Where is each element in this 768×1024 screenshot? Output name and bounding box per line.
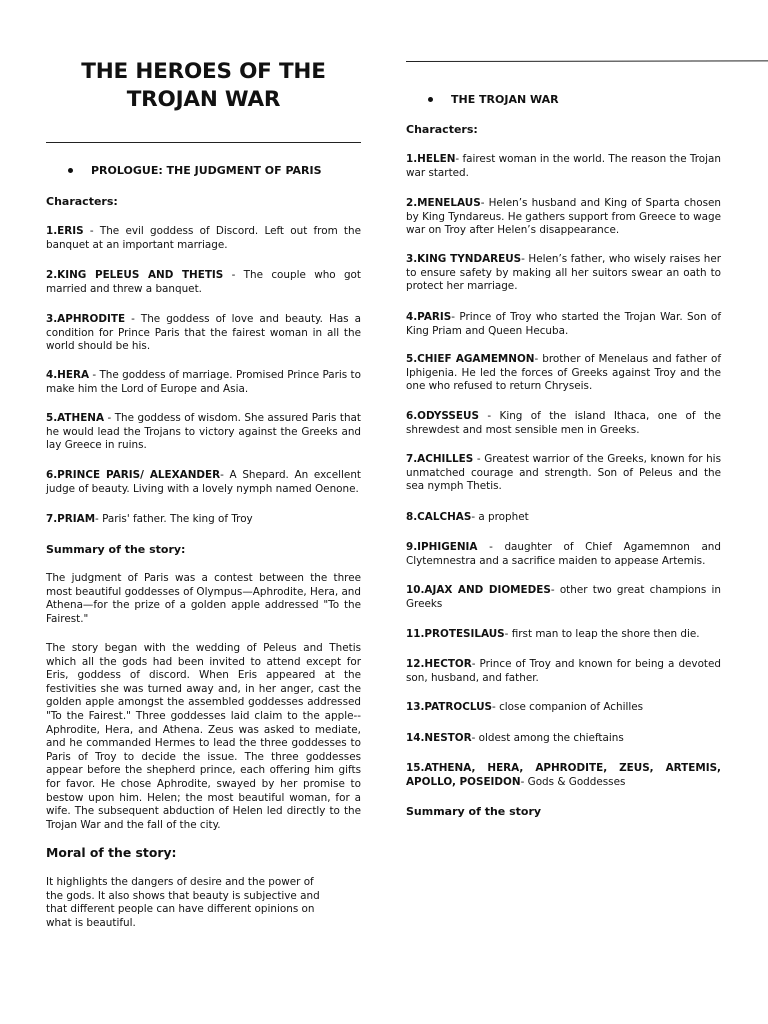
left-column (46, 0, 361, 929)
character-entry (46, 469, 361, 496)
character-name: 7.PRIAM (46, 513, 96, 525)
summary-heading: Summary of the story: (46, 543, 186, 556)
character-description: - a prophet (471, 511, 529, 523)
character-name: 6.ODYSSEUS (406, 410, 479, 422)
character-entry (406, 410, 721, 437)
character-description: - King of the island Ithaca, one of the shrewdest and most sensible men in Greeks. (406, 410, 721, 436)
character-description: - daughter of Chief Agamemnon and Clytemnestra and a sacrifice maiden to appease Artemis. (406, 541, 721, 567)
character-entry (406, 197, 721, 238)
character-description: - The couple who got married and threw a banquet. (46, 269, 361, 295)
summary-paragraph-2: The story began with the wedding of Peleus and Thetis which all the gods had been invited to attend except for Eris, goddess of discord. When Eris appeared at the festivities she was turned away and, in her anger, cast the golden apple amongst the assembled goddesses addressed "To the Fairest." Three goddesses laid claim to the apple--Aphrodite, Hera, and Athena. Zeus was asked to mediate, and he commanded Hermes to lead the three goddesses to Paris of Troy to decide the issue. The three goddesses appear before the shepherd prince, each offering him gifts for favor. He chose Aphrodite, swayed by her promise to bestow upon him. Helen; the most beautiful woman, for a wife. The subsequent abduction of Helen led directly to the Trojan War and the fall of the city. (46, 642, 361, 831)
character-name: 15.ATHENA, HERA, APHRODITE, ZEUS, ARTEMIS, APOLLO, POSEIDON (406, 762, 721, 788)
character-description: - Greatest warrior of the Greeks, known for his unmatched courage and strength. Son of Peleus and the sea nymph Thetis. (406, 453, 721, 493)
characters-heading: Characters: (406, 123, 478, 136)
character-description: - first man to leap the shore then die. (504, 628, 700, 640)
character-entry (406, 453, 721, 494)
prologue-section-heading (68, 164, 358, 177)
bullet-icon (68, 168, 73, 173)
character-name: 8.CALCHAS (406, 511, 472, 523)
character-description: - oldest among the chieftains (471, 732, 624, 744)
summary-heading: Summary of the story (406, 805, 542, 818)
top-divider (406, 60, 768, 62)
character-name: 12.HECTOR (406, 658, 472, 670)
character-name: 9.IPHIGENIA (406, 541, 478, 553)
character-name: 3.KING TYNDAREUS (406, 253, 522, 265)
character-description: - Prince of Troy and known for being a devoted son, husband, and father. (406, 658, 721, 684)
moral-paragraph: It highlights the dangers of desire and the power of the gods. It also shows that beauty is subjective and that different people can have different opinions on what is beautiful. (46, 876, 320, 929)
character-name: 4.PARIS (406, 311, 452, 323)
character-description: - Helen’s husband and King of Sparta chosen by King Tyndareus. He gathers support from Greece to wage war on Troy after Helen’s disappearance. (406, 197, 721, 237)
character-description: - The evil goddess of Discord. Left out from the banquet at an important marriage. (46, 225, 361, 251)
character-entry (406, 658, 721, 685)
character-name: 5.CHIEF AGAMEMNON (406, 353, 535, 365)
section-label: THE TROJAN WAR (451, 93, 559, 106)
character-entry (406, 353, 721, 394)
character-description: - other two great champions in Greeks (406, 584, 721, 610)
character-entry (406, 732, 721, 746)
character-description: - close companion of Achilles (492, 701, 644, 713)
character-description: - The goddess of love and beauty. Has a condition for Prince Paris that the fairest woman in all the world should be his. (46, 313, 361, 353)
character-name: 7.ACHILLES (406, 453, 474, 465)
character-entry (46, 313, 361, 354)
character-name: 6.PRINCE PARIS/ ALEXANDER (46, 469, 221, 481)
character-name: 11.PROTESILAUS (406, 628, 505, 640)
character-description: - A Shepard. An excellent judge of beauty. Living with a lovely nymph named Oenone. (46, 469, 361, 495)
moral-heading: Moral of the story: (46, 845, 177, 860)
character-entry (46, 269, 361, 296)
character-name: 13.PATROCLUS (406, 701, 493, 713)
character-entry (406, 762, 721, 789)
title-line-1: THE HEROES OF THE (81, 59, 326, 84)
character-entry (406, 584, 721, 611)
character-name: 14.NESTOR (406, 732, 472, 744)
character-description: - Gods & Goddesses (520, 775, 626, 788)
character-description: - brother of Menelaus and father of Iphigenia. He led the forces of Greeks against Troy and the one who refused to return Chryseis. (406, 353, 722, 393)
character-entry (406, 153, 721, 180)
character-entry (406, 701, 721, 715)
character-entry (46, 369, 361, 396)
character-entry (406, 628, 721, 642)
summary-paragraph-1: The judgment of Paris was a contest between the three most beautiful goddesses of Olympus—Aphrodite, Hera, and Athena—for the prize of a golden apple addressed "To the Fairest." (46, 572, 361, 625)
trojan-war-section-heading (428, 93, 718, 106)
character-description: - The goddess of marriage. Promised Prince Paris to make him the Lord of Europe and Asia. (46, 369, 361, 395)
character-name: 10.AJAX AND DIOMEDES (406, 584, 551, 596)
character-entry (406, 511, 721, 525)
bullet-icon (428, 97, 433, 102)
character-entry (46, 412, 361, 453)
characters-heading: Characters: (46, 195, 118, 208)
character-name: 3.APHRODITE (46, 313, 126, 325)
character-name: 2.MENELAUS (406, 197, 481, 209)
character-name: 2.KING PELEUS AND THETIS (46, 269, 224, 281)
character-description: - Paris' father. The king of Troy (95, 513, 253, 525)
character-entry (406, 311, 721, 338)
document-title (46, 58, 361, 114)
title-divider (46, 142, 361, 143)
title-line-2: TROJAN WAR (126, 87, 281, 112)
character-description: - The goddess of wisdom. She assured Paris that he would lead the Trojans to victory against the Greeks and lay Greece in ruins. (46, 412, 361, 452)
character-entry (406, 253, 721, 294)
character-entry (406, 541, 721, 568)
character-description: - fairest woman in the world. The reason the Trojan war started. (406, 153, 721, 179)
character-description: - Helen’s father, who wisely raises her to ensure safety by making all her suitors swear an oath to protect her marriage. (406, 253, 722, 293)
character-name: 4.HERA (46, 369, 90, 381)
character-entry (46, 225, 361, 252)
character-description: - Prince of Troy who started the Trojan War. Son of King Priam and Queen Hecuba. (406, 311, 721, 337)
character-name: 5.ATHENA (46, 412, 105, 424)
section-label: PROLOGUE: THE JUDGMENT OF PARIS (91, 164, 322, 177)
character-name: 1.ERIS (46, 225, 84, 237)
character-entry (46, 513, 361, 527)
character-name: 1.HELEN (406, 153, 456, 165)
